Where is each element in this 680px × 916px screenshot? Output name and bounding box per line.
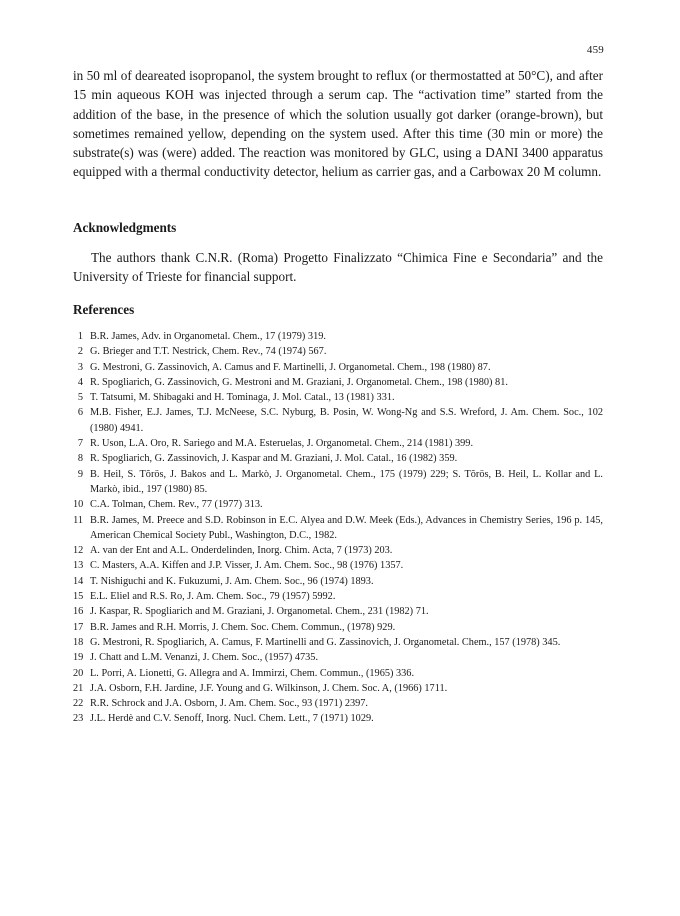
reference-text: C. Masters, A.A. Kiffen and J.P. Visser, J. Am. Chem. Soc., 98 (1976) 1357. bbox=[90, 560, 404, 572]
reference-item bbox=[73, 344, 603, 359]
reference-item bbox=[73, 650, 603, 665]
reference-text: J. Chatt and L.M. Venanzi, J. Chem. Soc., (1957) 4735. bbox=[90, 652, 319, 664]
reference-text: R. Spogliarich, G. Zassinovich, J. Kaspar and M. Graziani, J. Mol. Catal., 16 (1982) 359. bbox=[90, 453, 458, 465]
reference-number: 6 bbox=[77, 407, 83, 419]
reference-item bbox=[73, 360, 603, 375]
reference-item bbox=[73, 589, 603, 604]
reference-number: 9 bbox=[77, 468, 83, 480]
reference-item bbox=[73, 451, 603, 466]
reference-number: 12 bbox=[73, 545, 84, 557]
reference-item bbox=[73, 666, 603, 681]
reference-text: J.L. Herdè and C.V. Senoff, Inorg. Nucl. Chem. Lett., 7 (1971) 1029. bbox=[90, 713, 374, 725]
reference-text: B.R. James, Adv. in Organometal. Chem., 17 (1979) 319. bbox=[90, 331, 326, 342]
reference-number: 19 bbox=[73, 652, 84, 664]
reference-number: 17 bbox=[73, 621, 84, 633]
reference-number: 21 bbox=[73, 682, 84, 694]
reference-text: A. van der Ent and A.L. Onderdelinden, Inorg. Chim. Acta, 7 (1973) 203. bbox=[90, 545, 393, 557]
reference-item bbox=[73, 711, 603, 726]
reference-item bbox=[73, 390, 603, 405]
reference-number: 22 bbox=[73, 698, 84, 710]
reference-number: 13 bbox=[73, 560, 84, 572]
reference-item bbox=[73, 497, 603, 512]
reference-number: 7 bbox=[77, 438, 83, 450]
reference-item bbox=[73, 574, 603, 589]
body-paragraph: in 50 ml of deareated isopropanol, the system brought to reflux (or thermostatted at 50°C), and after 15 min aqueous KOH was injected through a serum cap. The “activation time” started from the addition of the base, in the presence of which the solution usually got darker (orange-brown), but sometimes remained yellow, depending on the system used. After this time (30 min or more) the substrate(s) was (were) added. The reaction was monitored by GLC, using a DANI 3400 apparatus equipped with a thermal conductivity detector, helium as carrier gas, and a Carbowax 20 M column. bbox=[73, 68, 603, 180]
reference-text: B. Heil, S. Tõrös, J. Bakos and L. Markò, J. Organometal. Chem., 175 (1979) 229; S. Tõrös, B. Heil, L. Kollar and L. Markò, ibid., 197 (1980) 85. bbox=[90, 468, 603, 495]
reference-number: 10 bbox=[73, 499, 84, 511]
reference-number: 8 bbox=[77, 453, 83, 465]
reference-text: R.R. Schrock and J.A. Osborn, J. Am. Chem. Soc., 93 (1971) 2397. bbox=[90, 698, 369, 710]
page-number: 459 bbox=[586, 44, 604, 56]
reference-number: 3 bbox=[77, 361, 83, 373]
reference-text: B.R. James and R.H. Morris, J. Chem. Soc. Chem. Commun., (1978) 929. bbox=[90, 621, 396, 633]
reference-item bbox=[73, 543, 603, 558]
reference-number: 11 bbox=[73, 514, 83, 526]
reference-text: J.A. Osborn, F.H. Jardine, J.F. Young and G. Wilkinson, J. Chem. Soc. A, (1966) 1711. bbox=[90, 682, 448, 694]
reference-number: 20 bbox=[73, 667, 84, 679]
reference-item bbox=[73, 375, 603, 390]
reference-text: M.B. Fisher, E.J. James, T.J. McNeese, S.C. Nyburg, B. Posin, W. Wong-Ng and S.S. Wreford, J. Am. Chem. Soc., 102 (1980) 4941. bbox=[90, 407, 603, 434]
reference-number: 16 bbox=[73, 606, 84, 618]
reference-text: R. Spogliarich, G. Zassinovich, G. Mestroni and M. Graziani, J. Organometal. Chem., 198 (1980) 81. bbox=[90, 376, 508, 388]
reference-item bbox=[73, 513, 603, 544]
reference-text: C.A. Tolman, Chem. Rev., 77 (1977) 313. bbox=[90, 499, 263, 511]
reference-text: J. Kaspar, R. Spogliarich and M. Graziani, J. Organometal. Chem., 231 (1982) 71. bbox=[90, 606, 429, 618]
reference-item bbox=[73, 436, 603, 451]
reference-text: G. Mestroni, G. Zassinovich, A. Camus and F. Martinelli, J. Organometal. Chem., 198 (1980) 87. bbox=[90, 361, 491, 373]
reference-text: L. Porri, A. Lionetti, G. Allegra and A. Immirzi, Chem. Commun., (1965) 336. bbox=[90, 667, 415, 679]
reference-item bbox=[73, 620, 603, 635]
reference-item bbox=[73, 405, 603, 436]
reference-text: G. Mestroni, R. Spogliarich, A. Camus, F. Martinelli and G. Zassinovich, J. Organometal. Chem., 157 (1978) 345. bbox=[90, 636, 561, 648]
reference-item bbox=[73, 681, 603, 696]
references-list bbox=[73, 329, 603, 727]
reference-text: R. Uson, L.A. Oro, R. Sariego and M.A. Esteruelas, J. Organometal. Chem., 214 (1981) 399. bbox=[90, 438, 474, 450]
reference-number: 18 bbox=[73, 636, 84, 648]
reference-number: 2 bbox=[77, 346, 83, 358]
reference-number: 14 bbox=[73, 575, 84, 587]
reference-number: 15 bbox=[73, 591, 84, 603]
references-heading: References bbox=[73, 302, 135, 317]
reference-number: 4 bbox=[77, 376, 83, 388]
reference-item bbox=[73, 604, 603, 619]
reference-item bbox=[73, 558, 603, 573]
reference-number: 5 bbox=[77, 392, 83, 404]
reference-text: T. Nishiguchi and K. Fukuzumi, J. Am. Chem. Soc., 96 (1974) 1893. bbox=[90, 575, 374, 587]
reference-number: 23 bbox=[73, 713, 84, 725]
acknowledgments-text: The authors thank C.N.R. (Roma) Progetto Finalizzato “Chimica Fine e Secondaria” and the University of Trieste for financial support. bbox=[73, 250, 603, 285]
reference-text: T. Tatsumi, M. Shibagaki and H. Tominaga, J. Mol. Catal., 13 (1981) 331. bbox=[90, 392, 395, 404]
reference-text: B.R. James, M. Preece and S.D. Robinson in E.C. Alyea and D.W. Meek (Eds.), Advances in Chemistry Series, 196 p. 145, American Chemical Society Publ., Washington, D.C., 1982. bbox=[90, 514, 603, 541]
acknowledgments-heading: Acknowledgments bbox=[73, 220, 177, 235]
reference-item bbox=[73, 329, 603, 344]
reference-item bbox=[73, 635, 603, 650]
reference-item bbox=[73, 696, 603, 711]
reference-item bbox=[73, 467, 603, 498]
reference-number: 1 bbox=[77, 331, 83, 342]
reference-text: G. Brieger and T.T. Nestrick, Chem. Rev., 74 (1974) 567. bbox=[90, 346, 327, 358]
reference-text: E.L. Eliel and R.S. Ro, J. Am. Chem. Soc., 79 (1957) 5992. bbox=[90, 591, 336, 603]
